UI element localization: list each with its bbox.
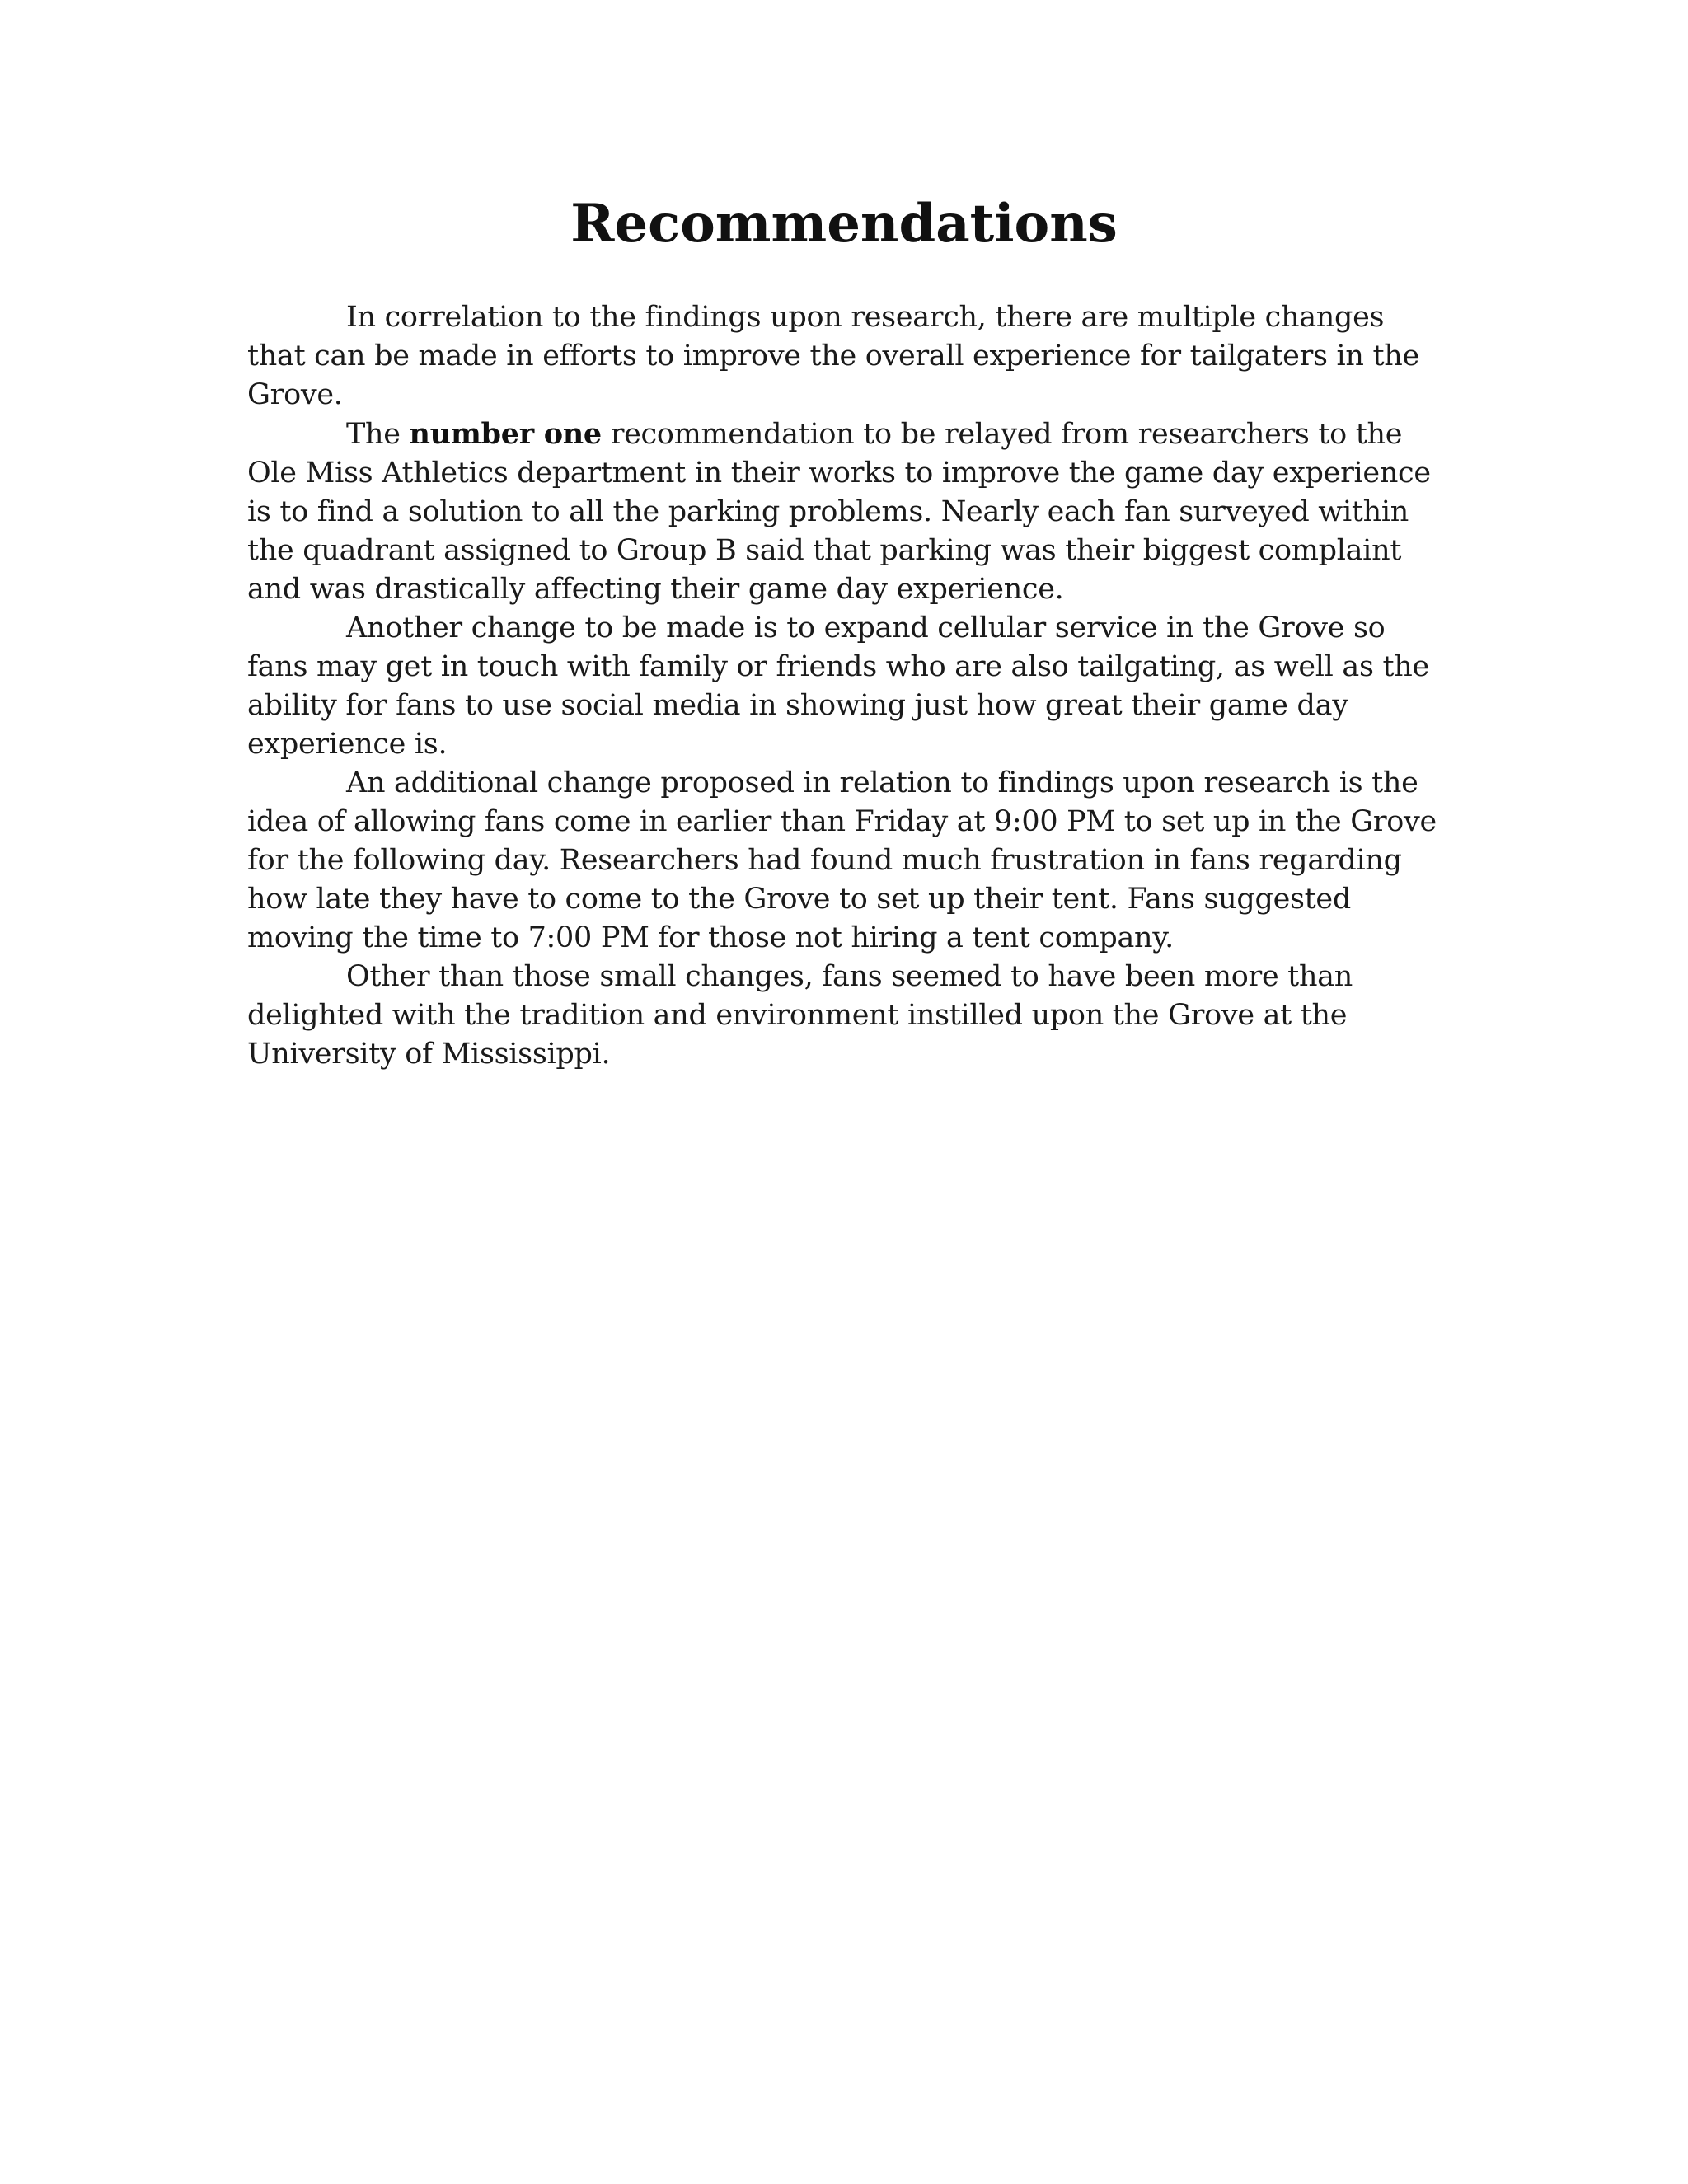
paragraph-parking-rest: recommendation to be relayed from researchers to the Ole Miss Athletics department in their works to improve the game day experience is to find a solution to all the parking problems. Nearly each fan surveyed within the quadrant assigned to Group B said that parking was their biggest complaint and was drastically affecting their game day experience. bbox=[247, 418, 1431, 606]
paragraph-conclusion: Other than those small changes, fans seemed to have been more than delighted with the tradition and environment instilled upon the Grove at the University of Mississippi. bbox=[247, 960, 1353, 1071]
page-title: Recommendations bbox=[570, 193, 1118, 255]
document-body bbox=[247, 298, 1442, 1074]
emphasis-number-one: number one bbox=[409, 417, 602, 451]
paragraph-parking bbox=[247, 415, 1442, 609]
paragraph-setup-time: An additional change proposed in relation to findings upon research is the idea of allowing fans come in earlier than Friday at 9:00 PM to set up in the Grove for the following day. Researchers had found much frustration in fans regarding how late they have to come to the Grove to set up their tent. Fans suggested moving the time to 7:00 PM for those not hiring a tent company. bbox=[247, 766, 1437, 954]
paragraph-cellular: Another change to be made is to expand cellular service in the Grove so fans may get in touch with family or friends who are also tailgating, as well as the ability for fans to use social media in showing just how great their game day experience is. bbox=[247, 612, 1429, 761]
paragraph-intro: In correlation to the findings upon research, there are multiple changes that can be made in efforts to improve the overall experience for tailgaters in the Grove. bbox=[247, 301, 1419, 411]
paragraph-parking-lead: The bbox=[346, 418, 410, 451]
